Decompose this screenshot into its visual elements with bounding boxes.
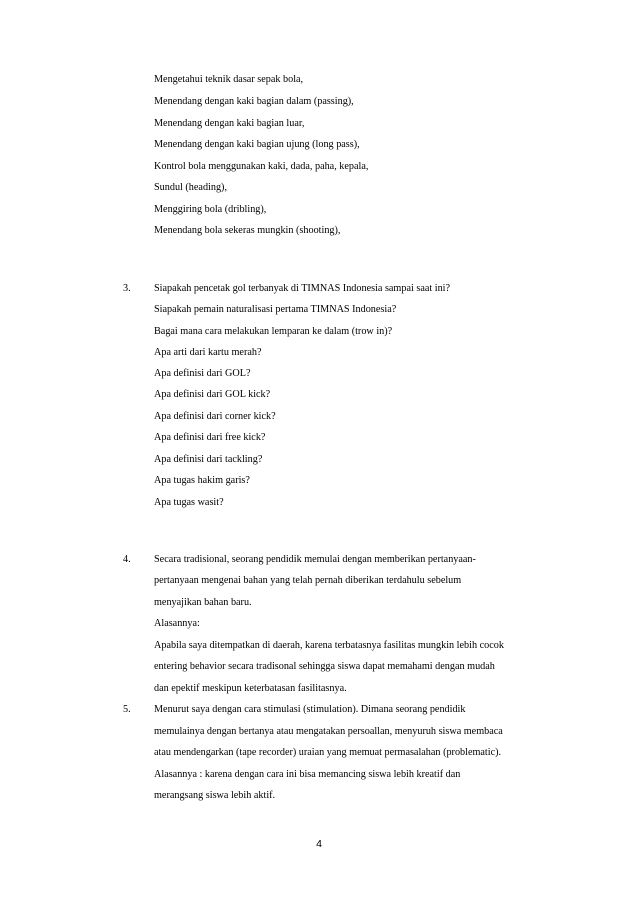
paragraph-line: Apabila saya ditempatkan di daerah, karena terbatasnya fasilitas mungkin lebih cocok — [154, 640, 504, 651]
list-item: Bagai mana cara melakukan lemparan ke dalam (trow in)? — [154, 326, 393, 337]
item-number: 5. — [123, 704, 131, 715]
list-item: Menendang bola sekeras mungkin (shooting), — [154, 225, 341, 236]
paragraph-line: pertanyaan mengenai bahan yang telah pernah diberikan terdahulu sebelum — [154, 575, 462, 586]
list-item: Apa tugas wasit? — [154, 497, 224, 508]
paragraph-line: dan epektif meskipun keterbatasan fasilitasnya. — [154, 683, 347, 694]
list-item: Menendang dengan kaki bagian dalam (passing), — [154, 96, 354, 107]
item-number: 4. — [123, 554, 131, 565]
paragraph-line: menyajikan bahan baru. — [154, 597, 252, 608]
paragraph-line: entering behavior secara tradisonal sehingga siswa dapat memahami dengan mudah — [154, 661, 495, 672]
list-item: Apa definisi dari corner kick? — [154, 411, 276, 422]
paragraph-line: Menurut saya dengan cara stimulasi (stimulation). Dimana seorang pendidik — [154, 704, 466, 715]
list-item: Apa tugas hakim garis? — [154, 475, 250, 486]
list-item: Apa definisi dari GOL kick? — [154, 389, 271, 400]
list-item: Siapakah pemain naturalisasi pertama TIMNAS Indonesia? — [154, 304, 397, 315]
list-item: Apa definisi dari GOL? — [154, 368, 251, 379]
list-item: Kontrol bola menggunakan kaki, dada, paha, kepala, — [154, 161, 369, 172]
paragraph-line: merangsang siswa lebih aktif. — [154, 790, 276, 801]
paragraph-line: atau mendengarkan (tape recorder) uraian yang memuat permasalahan (problematic). — [154, 747, 502, 758]
list-item: Menendang dengan kaki bagian luar, — [154, 118, 305, 129]
list-item: Menendang dengan kaki bagian ujung (long pass), — [154, 139, 360, 150]
paragraph-line: Alasannya: — [154, 618, 200, 629]
paragraph-line: Alasannya : karena dengan cara ini bisa memancing siswa lebih kreatif dan — [154, 769, 461, 780]
list-item: Mengetahui teknik dasar sepak bola, — [154, 74, 304, 85]
page-number: 4 — [316, 838, 322, 850]
paragraph-line: Secara tradisional, seorang pendidik memulai dengan memberikan pertanyaan- — [154, 554, 476, 565]
list-item: Menggiring bola (dribling), — [154, 204, 267, 215]
list-item: Sundul (heading), — [154, 182, 227, 193]
list-item: Apa definisi dari free kick? — [154, 432, 266, 443]
paragraph-line: memulainya dengan bertanya atau mengatakan persoallan, menyuruh siswa membaca — [154, 726, 503, 737]
list-item: Siapakah pencetak gol terbanyak di TIMNAS Indonesia sampai saat ini? — [154, 283, 451, 294]
list-item: Apa definisi dari tackling? — [154, 454, 263, 465]
item-number: 3. — [123, 283, 131, 294]
list-item: Apa arti dari kartu merah? — [154, 347, 262, 358]
